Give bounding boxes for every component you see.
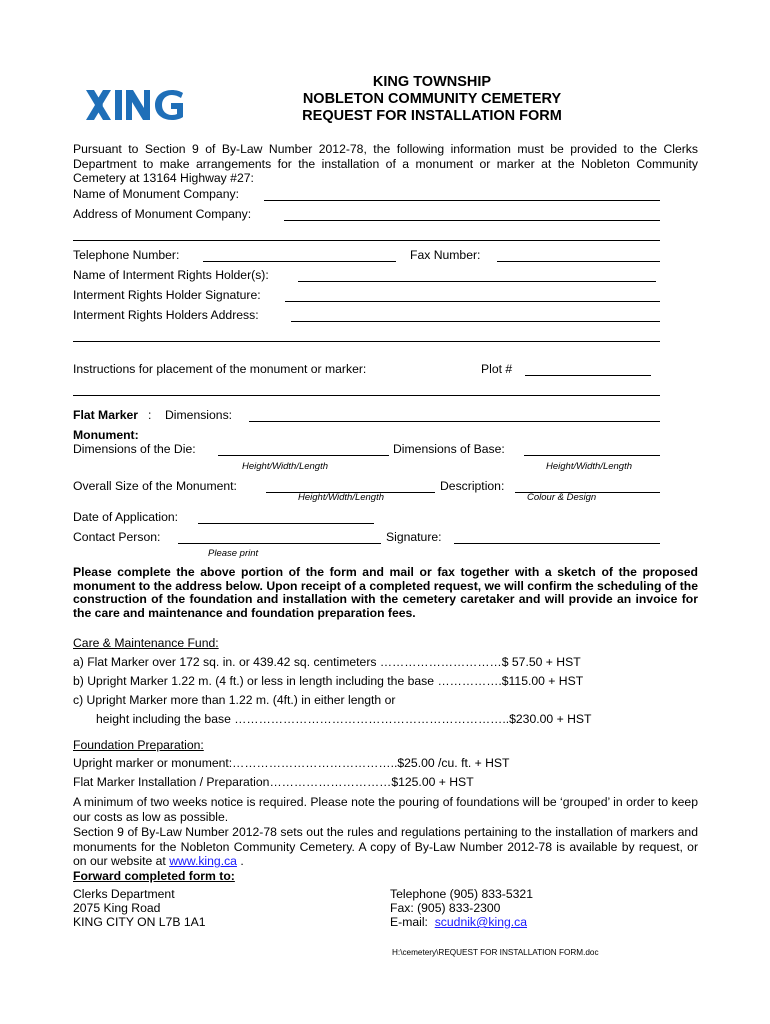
header-line-township: KING TOWNSHIP bbox=[372, 74, 492, 90]
bylaw-text: Section 9 of By-Law Number 2012-78 sets out the rules and regulations pertaining to the installation of markers and monuments for the Nobleton Community Cemetery. A copy of By-Law Number 2012-78 is available by request, or on our website at bbox=[73, 825, 698, 868]
instructions-field[interactable] bbox=[73, 395, 660, 396]
email-label: E-mail: bbox=[390, 915, 435, 929]
holders-field[interactable] bbox=[298, 281, 656, 282]
signature-label: Signature: bbox=[386, 530, 442, 544]
forward-heading: Forward completed form to: bbox=[73, 869, 235, 883]
flat-dimensions-field[interactable] bbox=[249, 421, 660, 422]
date-application-field[interactable] bbox=[198, 523, 374, 524]
foundation-heading: Foundation Preparation: bbox=[73, 738, 204, 752]
intro-paragraph: Pursuant to Section 9 of By-Law Number 2012-78, the following information must be provided to the Clerks Department to make arrangements for the installation of a monument or marker at the Nobleton Community Cemetery at 13164 Highway #27: bbox=[73, 142, 698, 185]
description-label: Description: bbox=[440, 479, 505, 493]
care-fund-heading: Care & Maintenance Fund: bbox=[73, 636, 219, 650]
base-field[interactable] bbox=[524, 455, 660, 456]
care-fund-item-c: c) Upright Marker more than 1.22 m. (4ft.) in either length or bbox=[73, 693, 396, 707]
holders-address-field-line2[interactable] bbox=[73, 341, 660, 342]
monument-address-field-line2[interactable] bbox=[73, 240, 660, 241]
foundation-upright: Upright marker or monument:…………………………………..$25.00 /cu. ft. + HST bbox=[73, 756, 510, 770]
bylaw-end: . bbox=[236, 854, 244, 868]
flat-dimensions-label: Dimensions: bbox=[165, 408, 233, 422]
flat-marker-label: Flat Marker bbox=[73, 408, 139, 422]
monument-company-label: Name of Monument Company: bbox=[73, 187, 239, 201]
please-print-hint: Please print bbox=[208, 548, 259, 559]
overall-size-hint: Height/Width/Length bbox=[298, 492, 384, 503]
bylaw-paragraph bbox=[73, 825, 698, 869]
address-line-1: Clerks Department bbox=[73, 887, 175, 901]
description-hint: Colour & Design bbox=[527, 492, 597, 503]
die-field[interactable] bbox=[218, 455, 389, 456]
holders-address-label: Interment Rights Holders Address: bbox=[73, 308, 259, 322]
page-title: REQUEST FOR INSTALLATION FORM bbox=[302, 108, 562, 124]
email-link[interactable]: scudnik@king.ca bbox=[434, 915, 528, 929]
contact-person-label: Contact Person: bbox=[73, 530, 161, 544]
base-label: Dimensions of Base: bbox=[393, 442, 505, 456]
king-logo bbox=[86, 88, 186, 124]
contact-email bbox=[390, 915, 527, 929]
instructions-label: Instructions for placement of the monument or marker: bbox=[73, 362, 367, 376]
fax-label: Fax Number: bbox=[410, 248, 481, 262]
notice-paragraph: A minimum of two weeks notice is required. Please note the pouring of foundations will be ‘grouped’ in order to keep our costs as low as possible. bbox=[73, 795, 698, 824]
date-application-label: Date of Application: bbox=[73, 510, 179, 524]
monument-address-field[interactable] bbox=[284, 220, 660, 221]
document-path-footer: H:\cemetery\REQUEST FOR INSTALLATION FORM.doc bbox=[392, 948, 599, 957]
foundation-flat: Flat Marker Installation / Preparation…………………………$125.00 + HST bbox=[73, 775, 474, 789]
telephone-field[interactable] bbox=[203, 261, 396, 262]
monument-address-label: Address of Monument Company: bbox=[73, 207, 252, 221]
contact-person-field[interactable] bbox=[178, 543, 381, 544]
holders-address-field[interactable] bbox=[291, 321, 660, 322]
signature-field[interactable] bbox=[454, 543, 660, 544]
holder-signature-field[interactable] bbox=[285, 301, 660, 302]
address-line-2: 2075 King Road bbox=[73, 901, 161, 915]
base-hint: Height/Width/Length bbox=[546, 461, 632, 472]
care-fund-item-a: a) Flat Marker over 172 sq. in. or 439.42 sq. centimeters …………………………$ 57.50 + HST bbox=[73, 655, 581, 669]
address-line-3: KING CITY ON L7B 1A1 bbox=[73, 915, 206, 929]
holders-label: Name of Interment Rights Holder(s): bbox=[73, 268, 269, 282]
plot-field[interactable] bbox=[525, 375, 651, 376]
holder-signature-label: Interment Rights Holder Signature: bbox=[73, 288, 261, 302]
submission-notice: Please complete the above portion of the form and mail or fax together with a sketch of the proposed monument to the address below. Upon receipt of a completed request, we will confirm the scheduling of the construction of the foundation and installation with the cemetery caretaker and will provide an invoice for the care and maintenance and foundation preparation fees. bbox=[73, 565, 698, 620]
contact-telephone: Telephone (905) 833-5321 bbox=[390, 887, 533, 901]
monument-company-field[interactable] bbox=[264, 200, 660, 201]
fax-field[interactable] bbox=[497, 261, 660, 262]
plot-label: Plot # bbox=[481, 362, 513, 376]
contact-fax: Fax: (905) 833-2300 bbox=[390, 901, 501, 915]
die-label: Dimensions of the Die: bbox=[73, 442, 196, 456]
overall-size-label: Overall Size of the Monument: bbox=[73, 479, 237, 493]
website-link[interactable]: www.king.ca bbox=[169, 854, 237, 868]
die-hint: Height/Width/Length bbox=[242, 461, 328, 472]
care-fund-item-b: b) Upright Marker 1.22 m. (4 ft.) or less in length including the base …………….$115.00 + HST bbox=[73, 674, 584, 688]
header-line-cemetery: NOBLETON COMMUNITY CEMETERY bbox=[302, 91, 562, 107]
monument-label: Monument: bbox=[73, 428, 139, 442]
flat-marker-colon: : bbox=[148, 408, 152, 422]
care-fund-item-c-cont: height including the base …………………………………………………………..$230.00 + HST bbox=[96, 712, 592, 726]
telephone-label: Telephone Number: bbox=[73, 248, 180, 262]
